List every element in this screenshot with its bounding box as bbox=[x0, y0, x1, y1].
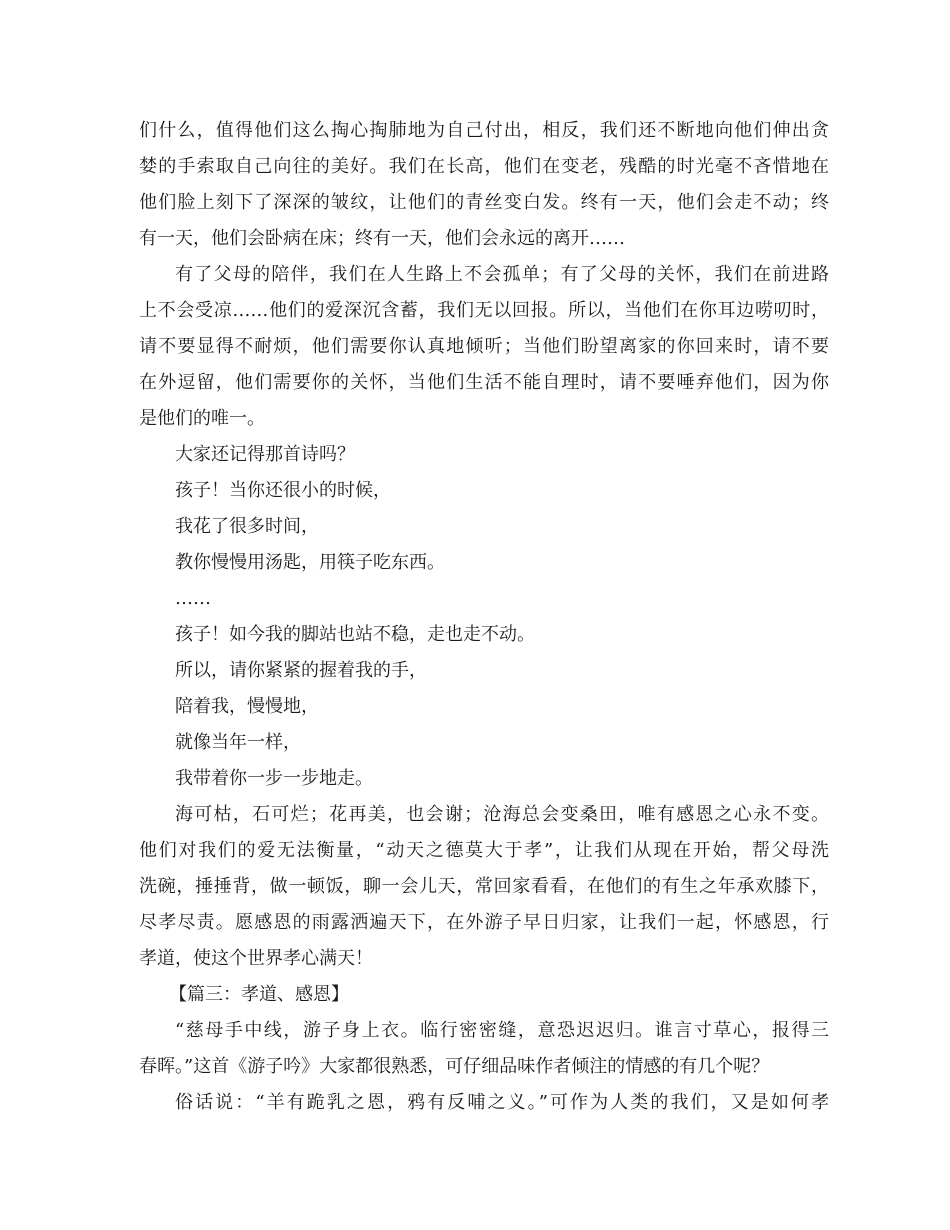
text-line: 他们对我们的爱无法衡量，“动天之德莫大于孝”，让我们从现在开始，帮父母洗 bbox=[139, 840, 829, 861]
text-line: 是他们的唯一。 bbox=[139, 408, 265, 429]
poem-line: …… bbox=[175, 588, 211, 609]
text-line: 们什么，值得他们这么掏心掏肺地为自己付出，相反，我们还不断地向他们伸出贪 bbox=[139, 120, 829, 141]
text-line: 婪的手索取自己向往的美好。我们在长高，他们在变老，残酷的时光毫不吝惜地在 bbox=[139, 156, 829, 177]
text-line: 海可枯，石可烂；花再美，也会谢；沧海总会变桑田，唯有感恩之心永不变。 bbox=[175, 804, 829, 825]
poem-line: 陪着我，慢慢地， bbox=[175, 696, 319, 717]
poem-line: 我带着你一步一步地走。 bbox=[175, 768, 373, 789]
text-line: 孝道，使这个世界孝心满天！ bbox=[139, 948, 373, 969]
poem-line: 我花了很多时间， bbox=[175, 516, 319, 537]
poem-line: 教你慢慢用汤匙，用筷子吃东西。 bbox=[175, 552, 445, 573]
text-line: 有了父母的陪伴，我们在人生路上不会孤单；有了父母的关怀，我们在前进路 bbox=[175, 264, 829, 285]
poem-line: 就像当年一样， bbox=[175, 732, 301, 753]
poem-line: 孩子！如今我的脚站也站不稳，走也走不动。 bbox=[175, 624, 535, 645]
text-line: 春晖。”这首《游子吟》大家都很熟悉，可仔细品味作者倾注的情感的有几个呢？ bbox=[139, 1056, 770, 1077]
text-line: 俗话说：“羊有跪乳之恩，鸦有反哺之义。”可作为人类的我们，又是如何孝 bbox=[175, 1092, 829, 1113]
poem-line: 大家还记得那首诗吗？ bbox=[175, 444, 355, 465]
text-line: 请不要显得不耐烦，他们需要你认真地倾听；当他们盼望离家的你回来时，请不要 bbox=[139, 336, 829, 357]
text-line: 洗碗，捶捶背，做一顿饭，聊一会儿天，常回家看看，在他们的有生之年承欢膝下， bbox=[139, 876, 829, 897]
text-line: 他们脸上刻下了深深的皱纹，让他们的青丝变白发。终有一天，他们会走不动；终 bbox=[139, 192, 829, 213]
poem-line: 孩子！当你还很小的时候， bbox=[175, 480, 391, 501]
text-line: 尽孝尽责。愿感恩的雨露洒遍天下，在外游子早日归家，让我们一起，怀感恩，行 bbox=[139, 912, 829, 933]
body-text bbox=[139, 113, 829, 1121]
text-line: 上不会受凉……他们的爱深沉含蓄，我们无以回报。所以，当他们在你耳边唠叨时， bbox=[139, 300, 829, 321]
text-line: 在外逗留，他们需要你的关怀，当他们生活不能自理时，请不要唾弃他们，因为你 bbox=[139, 372, 829, 393]
text-line: “慈母手中线，游子身上衣。临行密密缝，意恐迟迟归。谁言寸草心，报得三 bbox=[175, 1020, 829, 1041]
section-heading: 【篇三：孝道、感恩】 bbox=[169, 984, 349, 1005]
text-line: 有一天，他们会卧病在床；终有一天，他们会永远的离开…… bbox=[139, 228, 625, 249]
poem-line: 所以，请你紧紧的握着我的手， bbox=[175, 660, 427, 681]
